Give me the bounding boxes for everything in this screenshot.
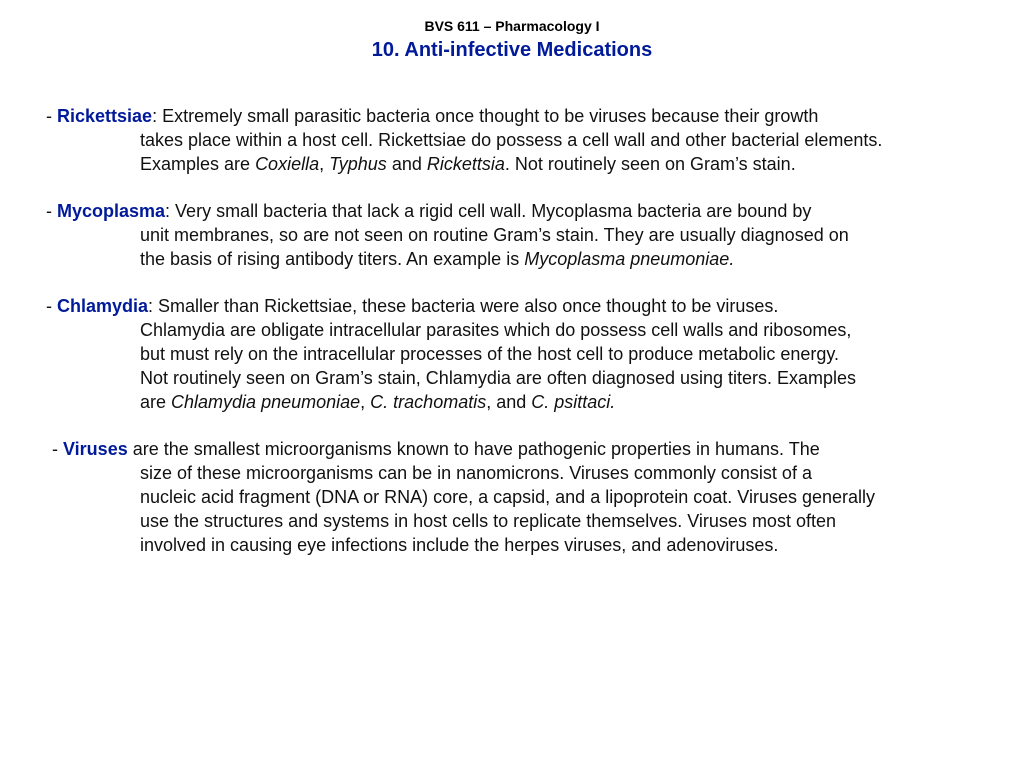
item-line: use the structures and systems in host cells to replicate themselves. Viruses most often xyxy=(140,511,836,531)
term-rickettsiae: Rickettsiae xyxy=(57,106,153,126)
term-chlamydia: Chlamydia xyxy=(57,296,149,316)
course-label: BVS 611 – Pharmacology I xyxy=(424,18,600,34)
list-item-chlamydia xyxy=(46,294,986,414)
italic-organism: Rickettsia xyxy=(426,154,505,174)
item-line: size of these microorganisms can be in nanomicrons. Viruses commonly consist of a xyxy=(140,463,812,483)
bullet-dash: - xyxy=(46,296,57,316)
item-line: Not routinely seen on Gram’s stain, Chlamydia are often diagnosed using titers. Examples xyxy=(140,368,857,388)
item-text: are the smallest microorganisms known to have pathogenic properties in humans. The xyxy=(127,439,820,459)
list-item-rickettsiae xyxy=(46,104,986,176)
item-first-line xyxy=(46,294,986,318)
text-span: are xyxy=(140,392,172,412)
item-line: takes place within a host cell. Rickettsiae do possess a cell wall and other bacterial elements. xyxy=(140,130,883,150)
item-first-line xyxy=(46,199,986,223)
italic-organism: C. trachomatis xyxy=(370,392,487,412)
italic-organism: Coxiella xyxy=(255,154,320,174)
bullet-dash: - xyxy=(52,439,63,459)
item-line xyxy=(46,390,986,414)
list-item-viruses xyxy=(46,437,986,557)
item-first-line xyxy=(46,437,986,461)
item-line: Chlamydia are obligate intracellular parasites which do possess cell walls and ribosomes, xyxy=(140,320,852,340)
item-text: : Extremely small parasitic bacteria once thought to be viruses because their growth xyxy=(152,106,819,126)
bullet-dash: - xyxy=(46,106,57,126)
item-line xyxy=(46,247,986,271)
item-line: unit membranes, so are not seen on routine Gram’s stain. They are usually diagnosed on xyxy=(140,225,849,245)
slide-title: 10. Anti-infective Medications xyxy=(371,39,653,61)
item-text: : Smaller than Rickettsiae, these bacteria were also once thought to be viruses. xyxy=(148,296,779,316)
term-mycoplasma: Mycoplasma xyxy=(57,201,166,221)
italic-organism: C. psittaci. xyxy=(531,392,616,412)
text-span: the basis of rising antibody titers. An example is xyxy=(140,249,525,269)
item-line: but must rely on the intracellular processes of the host cell to produce metabolic energy. xyxy=(140,344,840,364)
text-span: and xyxy=(386,154,427,174)
slide-header xyxy=(0,16,1024,64)
italic-organism: Typhus xyxy=(329,154,387,174)
item-line: involved in causing eye infections include the herpes viruses, and adenoviruses. xyxy=(140,535,779,555)
term-viruses: Viruses xyxy=(63,439,128,459)
item-line: nucleic acid fragment (DNA or RNA) core, a capsid, and a lipoprotein coat. Viruses generally xyxy=(140,487,876,507)
text-span: Examples are xyxy=(140,154,256,174)
italic-organism: Chlamydia pneumoniae xyxy=(171,392,361,412)
text-span: , xyxy=(360,392,371,412)
bullet-dash: - xyxy=(46,201,57,221)
text-span: . Not routinely seen on Gram’s stain. xyxy=(504,154,796,174)
item-text: : Very small bacteria that lack a rigid cell wall. Mycoplasma bacteria are bound by xyxy=(165,201,812,221)
italic-organism: Mycoplasma pneumoniae. xyxy=(524,249,735,269)
text-span: , xyxy=(319,154,330,174)
list-item-mycoplasma xyxy=(46,199,986,271)
item-line xyxy=(46,152,986,176)
text-span: , and xyxy=(486,392,532,412)
item-first-line xyxy=(46,104,986,128)
slide-body xyxy=(46,104,986,580)
